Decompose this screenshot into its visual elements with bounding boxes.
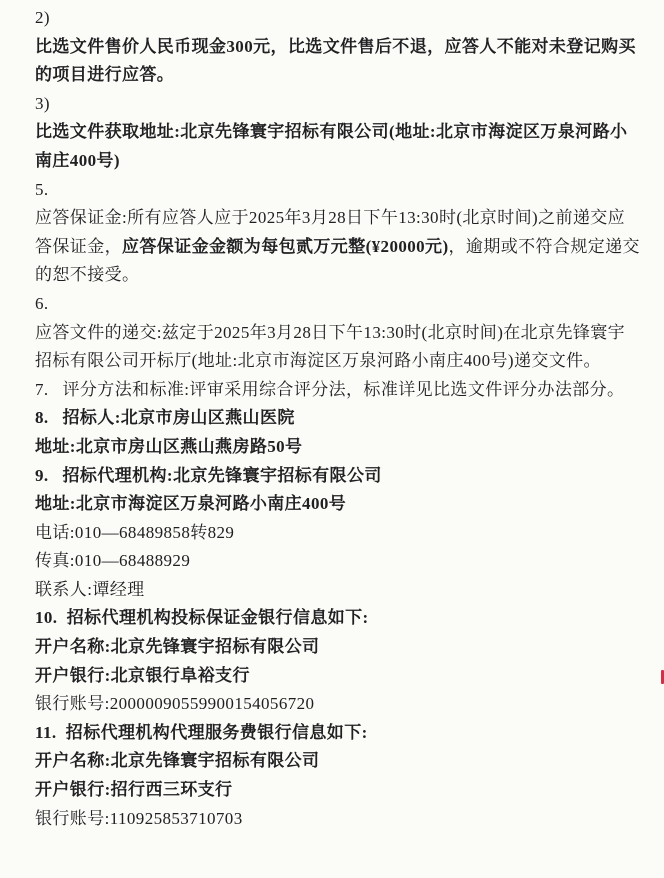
text-segment: 应答文件的递交:兹定于2025年3月28日下午13:30时(北京时间)在北京先锋寰宇 <box>35 322 626 342</box>
document-line <box>35 576 616 605</box>
text-segment: 6. <box>35 293 49 313</box>
text-segment: 电话:010—68489858转829 <box>35 522 235 542</box>
text-segment: 地址:北京市海淀区万泉河路小南庄400号 <box>35 494 347 514</box>
document-line <box>35 776 616 805</box>
text-segment: 8. 招标人:北京市房山区燕山医院 <box>35 408 295 428</box>
document-line <box>35 261 616 290</box>
text-segment: 的项目进行应答。 <box>35 65 175 85</box>
document-line <box>35 662 616 691</box>
document-line <box>35 118 628 147</box>
document-line <box>35 805 616 834</box>
document-line <box>35 633 616 662</box>
text-segment: 11. 招标代理机构代理服务费银行信息如下: <box>35 722 368 742</box>
text-segment: 银行账号:20000090559900154056720 <box>35 694 315 714</box>
document-line <box>35 690 616 719</box>
text-segment: 应答保证金:所有应答人应于2025年3月28日下午13:30时(北京时间)之前递交应 <box>35 208 626 228</box>
document-line <box>35 604 616 633</box>
text-segment: 2) <box>35 8 50 27</box>
text-segment: 开户银行:招行西三环支行 <box>35 780 233 800</box>
document-line <box>35 90 616 119</box>
document-line <box>35 719 616 748</box>
text-segment: ，逾期或不符合规定递交 <box>448 236 640 256</box>
document-line <box>35 176 616 205</box>
document-line <box>35 290 616 319</box>
text-segment: 应答保证金金额为每包贰万元整(¥20000元) <box>122 236 449 256</box>
text-segment: 比选文件获取地址:北京先锋寰宇招标有限公司(地址:北京市海淀区万泉河路小 <box>35 122 628 142</box>
document-line <box>35 433 616 462</box>
document-line <box>35 490 616 519</box>
text-segment: 7. 评分方法和标准:评审采用综合评分法，标准详见比选文件评分办法部分。 <box>35 379 625 399</box>
text-segment: 招标有限公司开标厅(地址:北京市海淀区万泉河路小南庄400号)递交文件。 <box>35 351 601 371</box>
document-line <box>35 376 625 405</box>
document-line <box>35 747 616 776</box>
text-segment: 传真:010—68488929 <box>35 551 191 571</box>
text-segment: 比选文件售价人民币现金300元，比选文件售后不退，应答人不能对未登记购买 <box>35 36 636 56</box>
text-segment: 地址:北京市房山区燕山燕房路50号 <box>35 436 303 456</box>
document-line <box>35 519 616 548</box>
text-segment: 的恕不接受。 <box>35 265 140 285</box>
document-line <box>35 61 616 90</box>
document-line <box>35 347 616 376</box>
document-line <box>35 404 616 433</box>
text-segment: 开户名称:北京先锋寰宇招标有限公司 <box>35 751 320 771</box>
text-segment: 联系人:谭经理 <box>35 579 145 599</box>
text-segment: 10. 招标代理机构投标保证金银行信息如下: <box>35 608 369 628</box>
document-line <box>35 462 616 491</box>
text-segment: 3) <box>35 93 50 113</box>
text-segment: 南庄400号) <box>35 150 120 170</box>
text-segment: 开户名称:北京先锋寰宇招标有限公司 <box>35 637 320 657</box>
document-line <box>35 319 626 348</box>
text-segment: 9. 招标代理机构:北京先锋寰宇招标有限公司 <box>35 465 382 485</box>
document-line <box>35 547 616 576</box>
text-segment: 开户银行:北京银行阜裕支行 <box>35 665 250 685</box>
document-line <box>35 4 616 33</box>
document-line <box>35 33 636 62</box>
text-segment: 5. <box>35 179 49 199</box>
document-line <box>35 233 640 262</box>
document-line <box>35 204 626 233</box>
text-segment: 答保证金， <box>35 236 122 256</box>
document-lines <box>35 4 640 833</box>
document-line <box>35 147 616 176</box>
text-segment: 银行账号:110925853710703 <box>35 808 243 828</box>
